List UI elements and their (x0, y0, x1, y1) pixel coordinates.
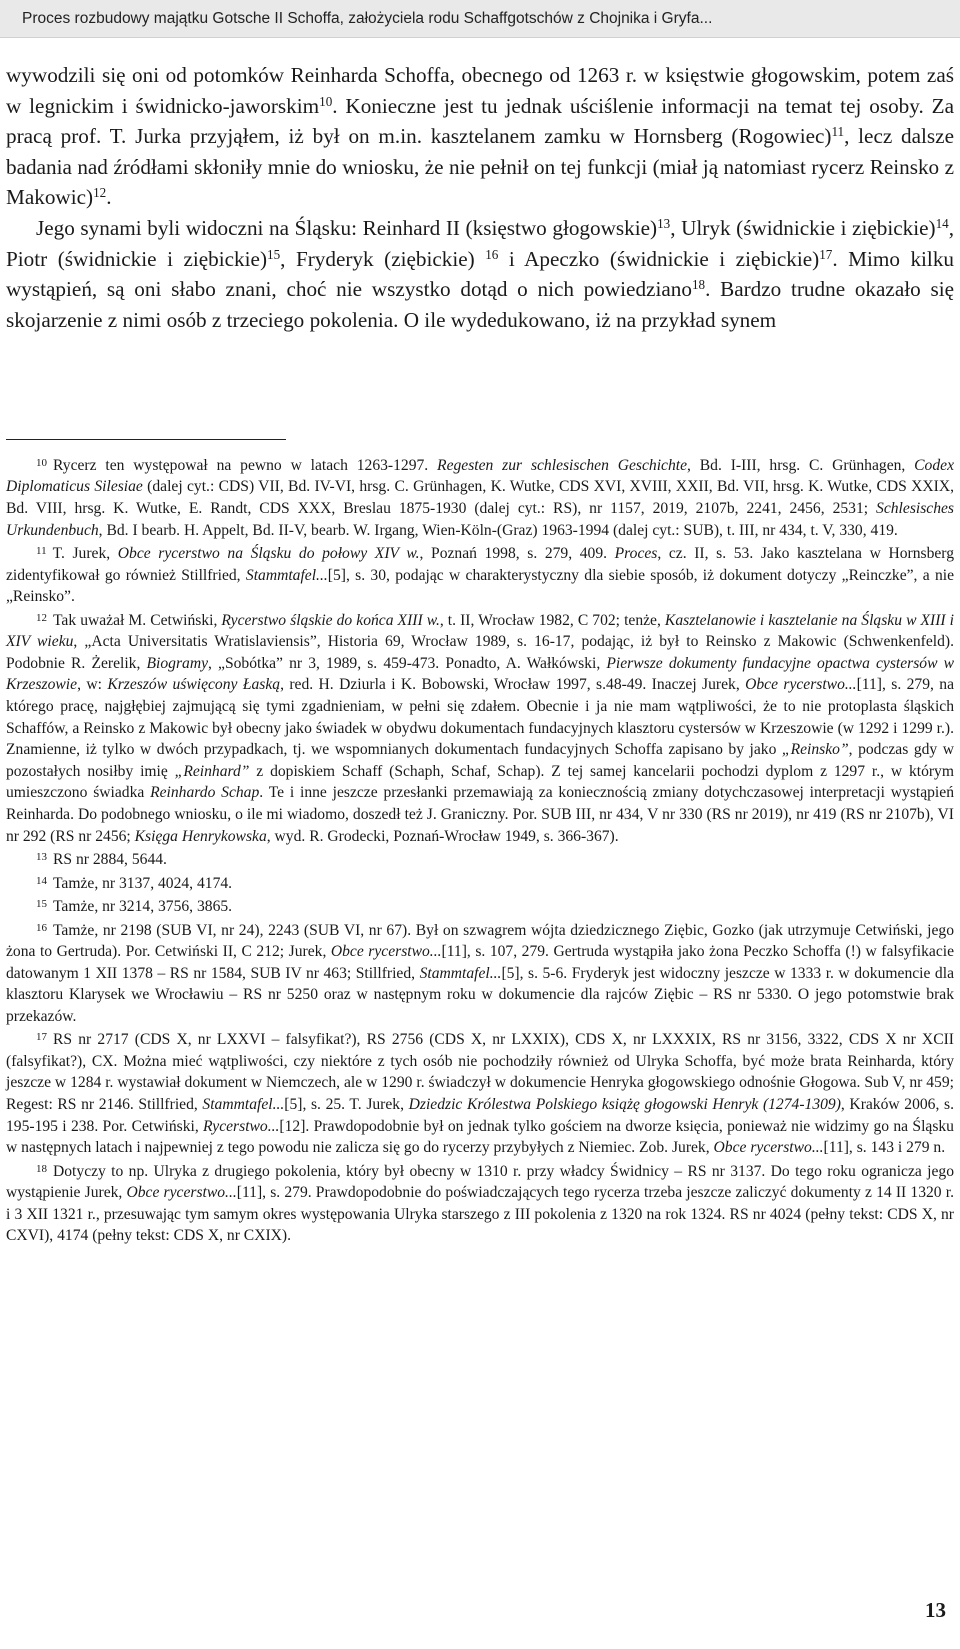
footnote-ref[interactable]: 13 (657, 215, 671, 231)
footnote-ref[interactable]: 14 (935, 215, 949, 231)
footnotes (6, 453, 954, 1247)
main-text (6, 60, 954, 335)
paragraph-2: Jego synami byli widoczni na Śląsku: Reinhard II (księstwo głogowskie)$^{13}$, Ulryk (świdnickie i ziębickie)$^{14}$, Piotr (świdnickie i ziębickie)$^{15}$, Fryderyk (ziębickie) $^{16}$ i Apeczko (świdnickie i ziębickie)$^{17}$. Mimo kilku wystąpień, są oni słabo znani, choć nie wszystko dotąd o nich powiedziano$^{18}$. Bardzo trudne okazało się skojarzenie z nimi osób z trzeciego pokolenia. O ile wydedukowano, iż na przykład synem (6, 215, 955, 332)
footnote-16: $^{16}$ Tamże, nr 2198 (SUB VI, nr 24), 2243 (SUB VI, nr 67). Był on szwagrem wójta dziedzicznego Ziębic, Gozko (jak utrzymuje Cetwiński, jego żona to Gertruda). Por. Cetwiński II, C 212; Jurek, Obce rycerstwo...[11], s. 107, 279. Gertruda wystąpiła jako żona Peczko Schoffa (!) w falsyfikacie datowanym 1 XII 1378 – RS nr 1584, SUB IV nr 463; Stillfried, Stammtafel...[5], s. 5-6. Fryderyk jest widoczny jeszcze w 1333 r. w dokumencie dla klasztoru Klarysek we Wrocławiu – RS nr 5250 oraz w następnym roku w dokumencie dla rajców Ziębic – RS nr 5330. O jego potomstwie brak przekazów. (6, 921, 955, 1025)
footnote-ref[interactable]: 15 (267, 246, 281, 262)
footnote-ref[interactable]: 11 (831, 123, 845, 139)
footnote-ref[interactable]: 10 (319, 93, 333, 109)
footnote-14: $^{14}$ Tamże, nr 3137, 4024, 4174. (36, 874, 233, 892)
footnote-13: $^{13}$ RS nr 2884, 5644. (36, 851, 167, 869)
paragraph-1: wywodzili się oni od potomków Reinharda Schoffa, obecnego od 1263 r. w księstwie głogowskim, potem zaś w legnickim i świdnicko-jaworskim$^{10}$. Konieczne jest tu jednak uściślenie informacji na temat tej osoby. Za pracą prof. T. Jurka przyjąłem, iż był on m.in. kasztelanem zamku w Hornsberg (Rogowiec)$^{11}$, lecz dalsze badania nad źródłami skłoniły mnie do wniosku, że nie pełnił on tej funkcji (miał ją natomiast rycerz Reinsko z Makowic)$^{12}$. (6, 63, 954, 210)
footnote-ref[interactable]: 16 (485, 246, 499, 262)
footnote-ref[interactable]: 18 (691, 276, 706, 292)
footnote-ref[interactable]: 17 (819, 246, 833, 262)
footnote-ref[interactable]: 12 (93, 185, 107, 201)
footnote-18: $^{18}$ Dotyczy to np. Ulryka z drugiego pokolenia, który był obecny w 1310 r. przy władcy Świdnicy – RS nr 3137. Do tego roku ogranicza jego wystąpienie Jurek, Obce rycerstwo...[11], s. 279. Prawdopodobnie do poświadczających tego rycerza trzeba jeszcze zaliczyć dokumenty z 14 II 1320 r. i 3 XII 1321 r., przesuwając tym samym okres występowania Ulryka starszego z III pokolenia z 1320 na rok 1324. RS nr 4024 (pełny tekst: CDS X, nr CXVI), 4174 (pełny tekst: CDS X, nr CXIX). (6, 1162, 954, 1245)
running-title: Proces rozbudowy majątku Gotsche II Schoffa, założyciela rodu Schaffgotschów z Chojnika i Gryfa... (22, 10, 713, 27)
footnote-separator (6, 439, 286, 440)
footnote-11: $^{11}$ T. Jurek, Obce rycerstwo na Śląsku do połowy XIV w., Poznań 1998, s. 279, 409. Proces, cz. II, s. 53. Jako kasztelana w Hornsberg zidentyfikował go również Stillfried, Stammtafel...[5], s. 30, podając w charakterystyczny dla siebie sposób, iż dokument dotyczy „Reinczke”, a nie „Reinsko”. (6, 545, 955, 606)
page-number: 13 (925, 1598, 946, 1622)
footnote-12: $^{12}$ Tak uważał M. Cetwiński, Rycerstwo śląskie do końca XIII w., t. II, Wrocław 1982, C 702; tenże, Kasztelanowie i kasztelanie na Śląsku w XIII i XIV wieku, „Acta Universitatis Wratislaviensis”, Historia 69, Wrocław 1989, s. 16-17, podając, iż był to Reinsko z Makowic (Schwenkenfeld). Podobnie R. Żerelik, Biogramy, „Sobótka” nr 3, 1989, s. 459-473. Ponadto, A. Wałkówski, Pierwsze dokumenty fundacyjne opactwa cystersów w Krzeszowie, w: Krzeszów uświęcony Łaską, red. H. Dziurla i K. Bobowski, Wrocław 1997, s.48-49. Inaczej Jurek, Obce rycerstwo...[11], s. 279, na którego pracę, najgłębiej zajmującą się tymi zgadnieniam, w pełni się zdałem. Obecnie i ja nie mam wątpliwości, że to nie protoplasta śląskich Schaffów, a Reinsko z Makowic był obecny jako świadek w obydwu dokumentach fundacyjnych klasztoru cystersów w Krzeszowie (w 1292 i 1299 r.). Znamienne, iż tylko w dwóch przypadkach, tj. we wspomnianych dokumentach fundacyjnych Schoffa zapisano by jako „Reinsko”, podczas gdy w pozostałych nosiłby imię „Reinhard” z dopiskiem Schaff (Schaph, Schaf, Schap). Z tej samej kancelarii pochodzi dyplom z 1297 r., w którym umieszczono świadka Reinhardo Schap. Te i inne jeszcze przesłanki przemawiają za koniecznością zmiany dotychczasowej interpretacji wystąpień Reinharda. Do podobnego wniosku, o ile mi wiadomo, doszedł też J. Graniczny. Por. SUB III, nr 434, V nr 330 (RS nr 2019), nr 419 (RS nr 2107b), VI nr 292 (RS nr 2456; Księga Henrykowska, wyd. R. Grodecki, Poznań-Wrocław 1949, s. 366-367). (6, 611, 955, 845)
footnote-10: $^{10}$ Rycerz ten występował na pewno w latach 1263-1297. Regesten zur schlesischen Geschichte, Bd. I-III, hrsg. C. Grünhagen, Codex Diplomaticus Silesiae (dalej cyt.: CDS) VII, Bd. IV-VI, hrsg. C. Grünhagen, K. Wutke, CDS XVI, XVIII, XXII, Bd. VII, hrsg. K. Wutke, CDS XXIX, Bd. VIII, hrsg. K. Wutke, E. Randt, CDS XXX, Breslau 1875-1930 (dalej cyt.: RS), nr 1157, 2019, 2107b, 2241, 2456, 2531; Schlesisches Urkundenbuch, Bd. I bearb. H. Appelt, Bd. II-V, bearb. W. Irgang, Wien-Köln-(Graz) 1963-1994 (dalej cyt.: SUB), t. III, nr 434, t. V, 330, 419. (6, 456, 954, 539)
running-header (0, 0, 960, 38)
footnote-17: $^{17}$ RS nr 2717 (CDS X, nr LXXVI – falsyfikat?), RS 2756 (CDS X, nr LXXIX), CDS X, nr LXXXIX, RS nr 3156, 3322, CDS X nr XCII (falsyfikat?), CX. Można mieć wątpliwości, czy niektóre z tych osób nie pochodziły również od Ulryka Schoffa, być może brata Reinharda, który jeszcze w 1284 r. wystawiał dokument w Niemczech, ale w 1290 r. świadczył w dokumencie Henryka głogowskiego odnośnie Głogowa. Sub V, nr 459; Regest: RS nr 2146. Stillfried, Stammtafel...[5], s. 25. T. Jurek, Dziedzic Królestwa Polskiego książę głogowski Henryk (1274-1309), Kraków 2006, s. 195-195 i 238. Por. Cetwiński, Rycerstwo...[12]. Prawdopodobnie był on jednak tylko gościem na dworze księcia, ponieważ nie widzimy go na Śląsku w następnych latach i najpewniej z tego powodu nie zalicza się go do rycerzy przybyłych z Niemiec. Zob. Jurek, Obce rycerstwo...[11], s. 143 i 279 n. (6, 1031, 954, 1157)
footnote-15: $^{15}$ Tamże, nr 3214, 3756, 3865. (36, 897, 233, 915)
